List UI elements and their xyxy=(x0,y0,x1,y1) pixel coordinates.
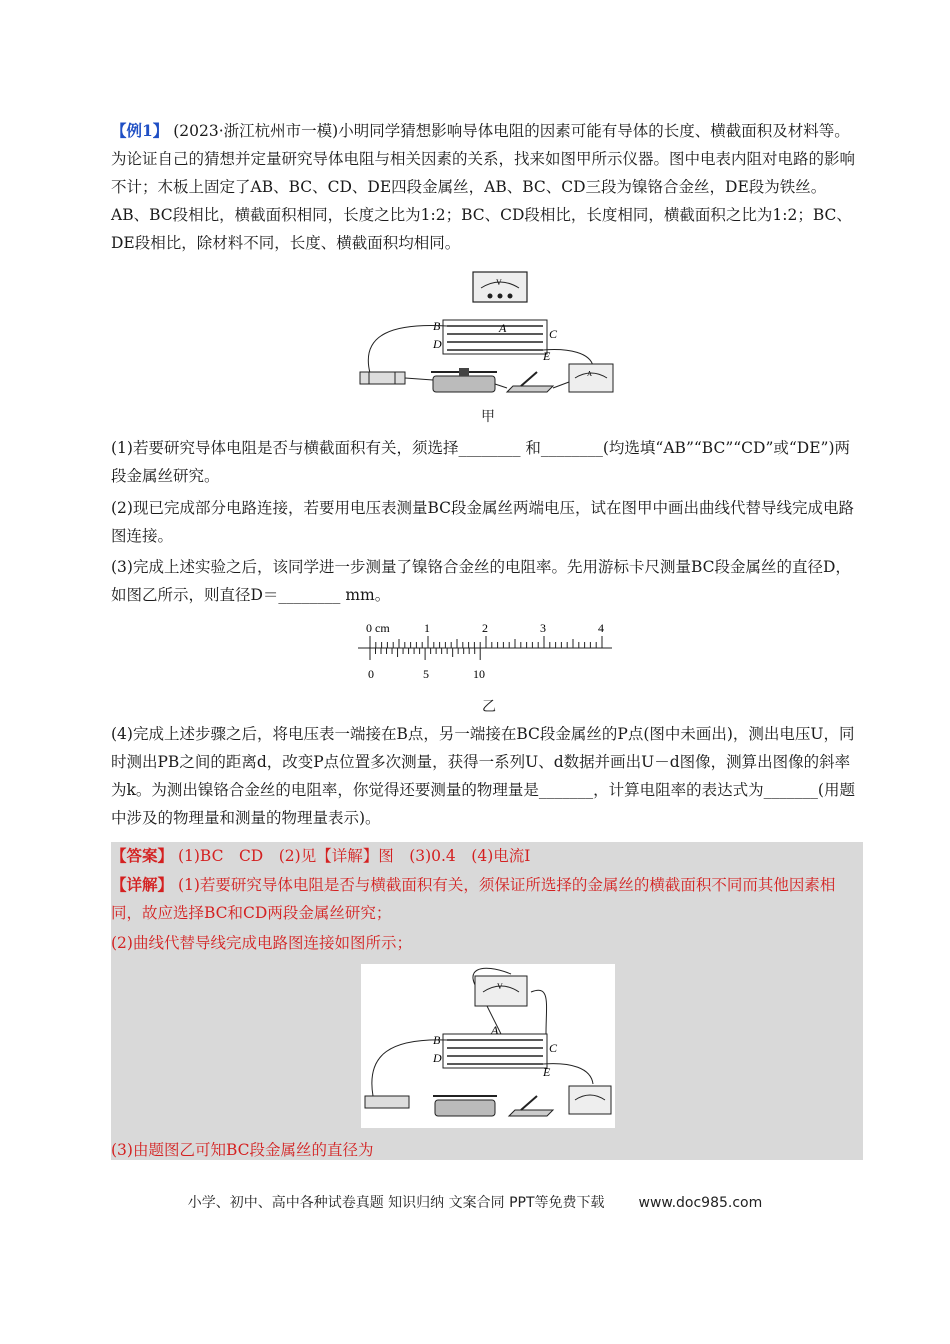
vernier-caliper-figure xyxy=(358,618,618,688)
label-A: A xyxy=(499,321,507,335)
answer-label-B: B xyxy=(433,1033,441,1047)
switch-icon xyxy=(507,372,553,392)
answer-voltmeter-label: V xyxy=(497,982,503,991)
answer-figure-frame xyxy=(361,964,615,1128)
main-label-0: 0 cm xyxy=(366,621,390,635)
detail-tag: 【详解】 xyxy=(111,875,174,894)
caliper-main-scale xyxy=(358,636,612,648)
main-label-2: 2 xyxy=(482,621,488,635)
question-4: (4)完成上述步骤之后，将电压表一端接在B点，另一端接在BC段金属丝的P点(图中未画出)，测出电压U，同时测出PB之间的距离d，改变P点位置多次测量，获得一系列U、d数据并画出U－d图像，测算出图像的斜率为k。为测出镍铬合金丝的电阻率，你觉得还要测量的物理量是_______，计算电阻率的表达式为_______(用题中涉及的物理量和测量的物理量表示)。 xyxy=(111,725,855,827)
main-label-3: 3 xyxy=(540,621,546,635)
ammeter-label: A xyxy=(587,370,593,378)
answer-label-C: C xyxy=(549,1041,558,1055)
answer-circuit-figure xyxy=(361,964,615,1128)
question-2: (2)现已完成部分电路连接，若要用电压表测量BC段金属丝两端电压，试在图甲中画出曲线代替导线完成电路图连接。 xyxy=(111,499,854,545)
answer-voltmeter-icon xyxy=(475,976,527,1006)
main-label-1: 1 xyxy=(424,621,430,635)
vernier-label-10: 10 xyxy=(473,667,485,681)
answer-text: (1)BC CD (2)见【详解】图 (3)0.4 (4)电流I xyxy=(177,847,531,865)
question-3: (3)完成上述实验之后，该同学进一步测量了镍铬合金丝的电阻率。先用游标卡尺测量BC段金属丝的直径D，如图乙所示，则直径D＝________ mm。 xyxy=(111,558,851,604)
answer-line xyxy=(111,842,863,870)
detail-paragraph-3: (3)由题图乙可知BC段金属丝的直径为 xyxy=(111,1141,374,1159)
answer-tag: 【答案】 xyxy=(111,846,174,865)
voltmeter-icon xyxy=(473,272,527,302)
battery-icon xyxy=(360,372,405,384)
answer-label-A: A xyxy=(491,1023,499,1037)
circuit-figure-jia xyxy=(355,268,615,403)
example-text: (2023·浙江杭州市一模)小明同学猜想影响导体电阻的因素可能有导体的长度、横截面积及材料等。为论证自己的猜想并定量研究导体电阻与相关因素的关系，找来如图甲所示仪器。图中电表内阻对电路的影响不计；木板上固定了AB、BC、CD、DE四段金属丝，AB、BC、CD三段为镍铬合金丝，DE段为铁丝。AB、BC段相比，横截面积相同，长度之比为1:2；BC、CD段相比，长度相同，横截面积之比为1:2；BC、DE段相比，除材料不同，长度、横截面积均相同。 xyxy=(111,122,856,252)
rheostat-icon xyxy=(431,368,497,392)
caliper-caption: 乙 xyxy=(482,699,496,715)
detail-text-1: (1)若要研究导体电阻是否与横截面积有关，须保证所选择的金属丝的横截面积不同而其他因素相同，故应选择BC和CD两段金属丝研究； xyxy=(111,876,836,922)
figure-jia-caption: 甲 xyxy=(481,409,495,425)
label-E: E xyxy=(543,349,551,363)
voltmeter-label: V xyxy=(496,278,502,287)
label-B: B xyxy=(433,319,441,333)
example-paragraph xyxy=(111,117,863,257)
detail-paragraph-1 xyxy=(111,871,863,927)
ammeter-icon xyxy=(569,364,613,392)
answer-label-D: D xyxy=(433,1051,442,1065)
footer-left: 小学、初中、高中各种试卷真题 知识归纳 文案合同 PPT等免费下载 xyxy=(187,1195,605,1211)
vernier-label-0: 0 xyxy=(368,667,374,681)
answer-label-E: E xyxy=(543,1065,551,1079)
question-1: (1)若要研究导体电阻是否与横截面积有关，须选择________ 和________(均选填“AB”“BC”“CD”或“DE”)两段金属丝研究。 xyxy=(111,439,851,485)
example-tag: 【例1】 xyxy=(111,121,169,140)
page-footer xyxy=(0,1192,950,1212)
main-label-4: 4 xyxy=(598,621,604,635)
vernier-label-5: 5 xyxy=(423,667,429,681)
wire-board xyxy=(432,319,558,363)
label-C: C xyxy=(549,327,558,341)
caliper-vernier-scale xyxy=(370,648,480,660)
label-D: D xyxy=(433,337,442,351)
detail-paragraph-2: (2)曲线代替导线完成电路图连接如图所示； xyxy=(111,934,412,952)
footer-url: www.doc985.com xyxy=(638,1195,763,1211)
